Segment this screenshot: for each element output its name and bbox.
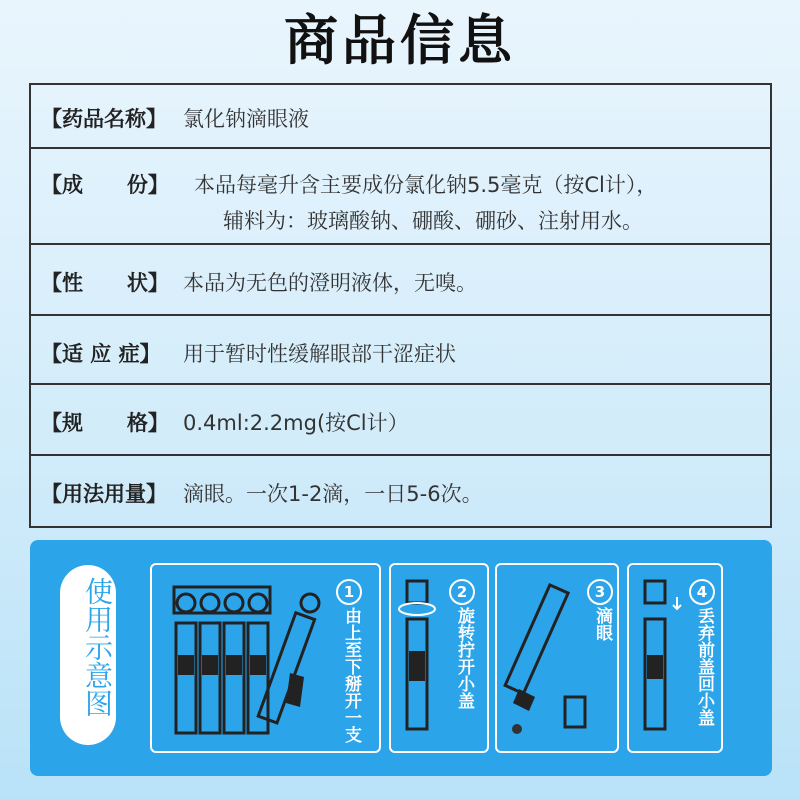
step-4-box bbox=[627, 563, 723, 753]
step-number: 3 bbox=[587, 579, 613, 605]
row-drug-name bbox=[31, 85, 770, 149]
row-value: 滴眼。一次1-2滴，一日5-6次。 bbox=[183, 482, 483, 506]
row-label: 【适 应 症】 bbox=[41, 342, 161, 366]
vial-twist-icon bbox=[397, 579, 437, 739]
usage-title-box bbox=[60, 565, 116, 745]
row-dosage bbox=[31, 456, 770, 526]
row-value: 本品每毫升含主要成份氯化钠5.5毫克（按Cl计）， bbox=[194, 173, 658, 197]
row-value: 用于暂时性缓解眼部干涩症状 bbox=[183, 342, 456, 366]
row-label: 【规 格】 bbox=[41, 411, 169, 435]
product-info-table bbox=[29, 83, 772, 528]
step-2-box bbox=[389, 563, 489, 753]
usage-title: 使用示意图 bbox=[81, 577, 114, 717]
row-label: 【药品名称】 bbox=[41, 107, 167, 131]
row-value-line2: 辅料为：玻璃酸钠、硼酸、硼砂、注射用水。 bbox=[223, 209, 643, 233]
row-label: 【性 状】 bbox=[41, 271, 169, 295]
vial-strip-icon bbox=[172, 583, 332, 743]
step-text: 滴眼 bbox=[592, 607, 612, 641]
recap-icon bbox=[635, 579, 685, 739]
step-number: 1 bbox=[336, 579, 362, 605]
step-text: 由上至下掰开一支 bbox=[341, 607, 361, 743]
row-description bbox=[31, 245, 770, 316]
step-1-box bbox=[150, 563, 381, 753]
step-3-box bbox=[495, 563, 619, 753]
step-text: 旋转拧开小盖 bbox=[454, 607, 474, 709]
dropper-icon bbox=[503, 579, 587, 739]
page-title: 商品信息 bbox=[284, 9, 516, 72]
row-specification bbox=[31, 385, 770, 456]
step-number: 4 bbox=[689, 579, 715, 605]
row-value: 氯化钠滴眼液 bbox=[183, 107, 309, 131]
step-number: 2 bbox=[449, 579, 475, 605]
step-text: 丢弃前盖回小盖 bbox=[694, 607, 714, 726]
row-label: 【用法用量】 bbox=[41, 482, 167, 506]
row-label: 【成 份】 bbox=[41, 173, 169, 197]
row-ingredients bbox=[31, 149, 770, 245]
row-value: 0.4ml:2.2mg(按Cl计） bbox=[183, 411, 409, 435]
row-value: 本品为无色的澄明液体，无嗅。 bbox=[183, 271, 477, 295]
row-indications bbox=[31, 316, 770, 385]
